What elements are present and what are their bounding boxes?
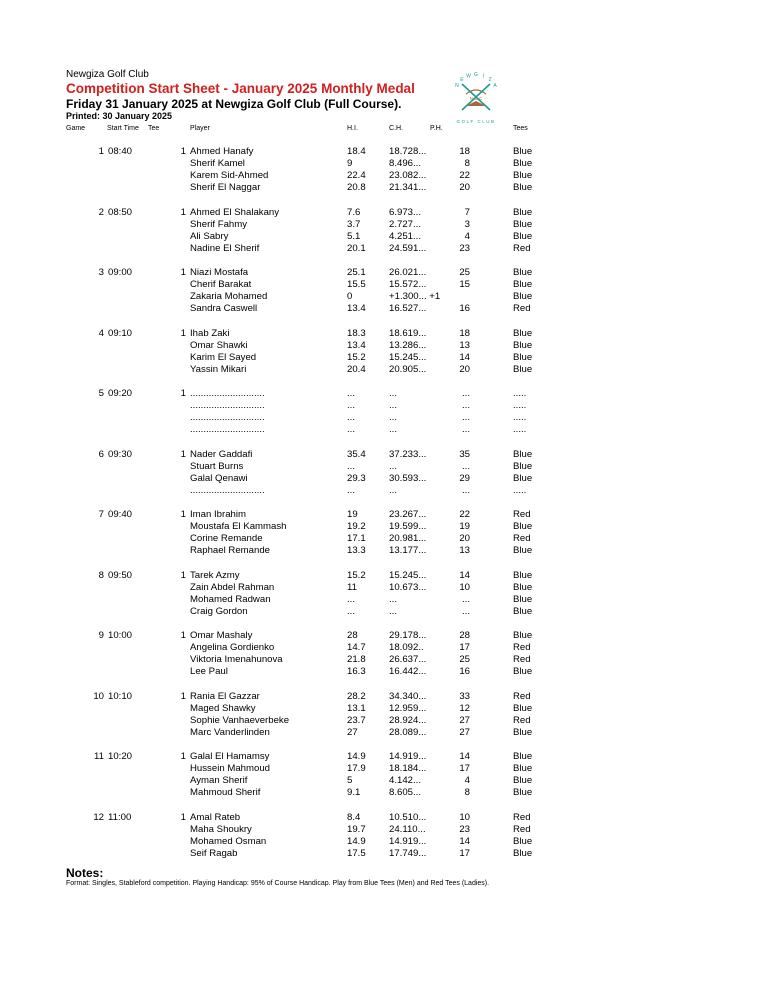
playing-handicap: ...	[462, 412, 470, 423]
course-handicap: 4.142...	[389, 775, 422, 786]
start-time: 10:00	[108, 630, 133, 641]
tee-colour: Red	[513, 714, 531, 726]
handicap-index: 9.1	[347, 787, 361, 798]
game-number: 7	[98, 509, 104, 520]
course-handicap: 10.673...	[389, 581, 427, 593]
handicap-index: 17.5	[347, 847, 366, 859]
tee-colour: Blue	[513, 472, 533, 484]
player-name: Hussein Mahmoud	[190, 763, 270, 774]
handicap-index: ...	[347, 484, 355, 496]
player-name: Maged Shawky	[190, 702, 256, 714]
course-handicap: 28.089...	[389, 726, 427, 738]
logo-letter: G	[474, 72, 478, 78]
col-header-tee: Tee	[148, 125, 160, 132]
player-name: Amal Rateb	[190, 811, 241, 823]
handicap-index: ...	[347, 400, 355, 411]
tee-number: 1	[180, 811, 186, 823]
tee-colour: Red	[513, 823, 531, 835]
player-name: Sophie Vanhaeverbeke	[190, 714, 290, 726]
player-name: Ihab Zaki	[190, 327, 230, 339]
course-handicap: 28.924...	[389, 714, 427, 726]
game-number: 11	[94, 751, 104, 762]
playing-handicap: 25	[459, 267, 470, 278]
player-name: Lee Paul	[190, 666, 228, 677]
playing-handicap: 3	[464, 218, 470, 230]
tee-colour: Blue	[513, 521, 533, 532]
player-name: Maha Shoukry	[190, 823, 252, 835]
col-header-start-time: Start Time	[107, 125, 139, 132]
player-name: Ahmed El Shalakany	[190, 206, 280, 218]
start-time: 08:50	[108, 206, 133, 218]
tee-number: 1	[180, 267, 186, 278]
player-name: Zain Abdel Rahman	[190, 581, 275, 593]
logo-inner-text: N G C	[469, 96, 483, 101]
player-name: Raphael Remande	[190, 545, 271, 556]
course-handicap: 18.619...	[389, 327, 427, 339]
logo-letter: A	[493, 83, 497, 89]
player-name: Nadine El Sherif	[190, 242, 260, 254]
tee-number: 1	[180, 751, 186, 762]
tee-colour: Blue	[513, 460, 533, 472]
game-number: 3	[98, 267, 104, 278]
handicap-index: 25.1	[347, 267, 366, 278]
handicap-index: ...	[347, 424, 355, 435]
printed-date: Printed: 30 January 2025	[66, 111, 173, 121]
tee-number: 1	[180, 569, 186, 581]
tee-colour: Blue	[513, 206, 533, 218]
tee-number: 1	[180, 690, 186, 702]
playing-handicap: 25	[459, 654, 470, 665]
playing-handicap: 16	[459, 303, 470, 314]
game-number: 12	[93, 811, 104, 823]
start-time: 09:50	[108, 569, 133, 581]
playing-handicap: 16	[459, 666, 470, 677]
tee-colour: Blue	[513, 230, 533, 242]
course-handicap: ...	[389, 593, 397, 605]
start-time: 09:00	[108, 267, 133, 278]
handicap-index: 13.3	[347, 545, 366, 556]
handicap-index: 13.1	[347, 702, 366, 714]
playing-handicap: 22	[459, 509, 470, 520]
handicap-index: 22.4	[347, 170, 366, 181]
course-handicap: 4.251...	[389, 230, 422, 242]
player-name: Rania El Gazzar	[190, 690, 260, 702]
player-name: ............................	[190, 424, 265, 435]
player-name: Omar Shawki	[190, 339, 248, 351]
course-handicap: 8.605...	[389, 787, 422, 798]
tee-colour: Blue	[513, 751, 533, 762]
handicap-index: ...	[347, 460, 355, 472]
notes-heading: Notes:	[66, 866, 104, 880]
player-name: Galal Qenawi	[190, 472, 248, 484]
tee-colour: Blue	[513, 339, 533, 351]
player-name: Karim El Sayed	[190, 351, 257, 363]
game-number: 1	[98, 146, 104, 157]
handicap-index: 27	[347, 726, 358, 738]
playing-handicap: 14	[459, 351, 470, 363]
col-header-hi: H.I.	[347, 125, 358, 132]
tee-colour: Blue	[513, 182, 533, 193]
handicap-index: 17.9	[347, 763, 366, 774]
tee-number: 1	[180, 146, 186, 157]
start-time: 10:20	[108, 751, 133, 762]
playing-handicap: ...	[462, 460, 470, 472]
course-handicap: ...	[389, 484, 397, 496]
logo-bottom-text: GOLF CLUB	[456, 119, 496, 124]
start-time: 08:40	[108, 146, 133, 157]
playing-handicap: 29	[459, 472, 470, 484]
game-number: 10	[93, 690, 104, 702]
start-time: 09:30	[108, 448, 133, 460]
start-time: 09:20	[108, 388, 133, 399]
logo-letter: E	[460, 77, 464, 84]
course-handicap: 15.572...	[389, 279, 427, 290]
logo-letter: I	[482, 73, 485, 80]
handicap-index: 14.9	[347, 835, 366, 847]
tee-colour: Blue	[513, 279, 533, 290]
player-name: Viktoria Imenahunova	[190, 654, 283, 665]
playing-handicap: ...	[462, 484, 470, 496]
tee-number: 1	[180, 448, 186, 460]
tee-colour: Red	[513, 811, 531, 823]
playing-handicap: 8	[464, 787, 470, 798]
sheet-subtitle: Friday 31 January 2025 at Newgiza Golf Club (Full Course).	[66, 97, 402, 111]
course-handicap: 18.092..	[389, 642, 424, 653]
player-name: Galal El Hamamsy	[190, 751, 270, 762]
club-name: Newgiza Golf Club	[66, 69, 149, 80]
tee-colour: Red	[513, 303, 531, 314]
handicap-index: 5.1	[347, 230, 361, 242]
tee-colour: Blue	[513, 835, 533, 847]
handicap-index: 15.5	[347, 279, 366, 290]
tee-colour: Blue	[513, 146, 533, 157]
player-name: Corine Remande	[190, 533, 263, 544]
playing-handicap: 4	[464, 230, 470, 242]
tee-colour: Red	[513, 533, 531, 544]
player-name: Sherif Fahmy	[190, 218, 248, 230]
playing-handicap: ...	[462, 400, 470, 411]
course-handicap: 20.981...	[389, 533, 427, 544]
tee-colour: Blue	[513, 593, 533, 605]
playing-handicap: 20	[459, 533, 470, 544]
playing-handicap: ...	[462, 388, 470, 399]
course-handicap: ...	[389, 400, 397, 411]
game-number: 5	[98, 388, 104, 399]
handicap-index: ...	[347, 388, 355, 399]
playing-handicap: 15	[459, 279, 470, 290]
course-handicap: 18.184...	[389, 763, 427, 774]
tee-number: 1	[180, 388, 186, 399]
handicap-index: 29.3	[347, 472, 366, 484]
playing-handicap: ...	[462, 593, 470, 605]
handicap-index: 14.7	[347, 642, 366, 653]
playing-handicap: 18	[459, 146, 470, 157]
course-handicap: 24.591...	[389, 242, 427, 254]
playing-handicap: 23	[459, 823, 470, 835]
player-name: Seif Ragab	[190, 847, 238, 859]
col-header-game: Game	[66, 125, 86, 132]
tee-colour: Blue	[513, 605, 533, 617]
player-name: Mohamed Radwan	[190, 593, 271, 605]
handicap-index: 19.2	[347, 521, 366, 532]
player-name: Yassin Mikari	[190, 363, 247, 375]
course-handicap: 12.959...	[389, 702, 427, 714]
tee-colour: Blue	[513, 291, 533, 302]
playing-handicap: 13	[459, 339, 470, 351]
tee-colour: Blue	[513, 702, 533, 714]
course-handicap: ...	[389, 412, 397, 423]
player-name: Karem Sid-Ahmed	[190, 170, 269, 181]
playing-handicap: 22	[459, 170, 470, 181]
course-handicap: 16.442...	[389, 666, 427, 677]
playing-handicap: 19	[459, 521, 470, 532]
handicap-index: 15.2	[347, 569, 366, 581]
course-handicap: 30.593...	[389, 472, 427, 484]
handicap-index: 19	[347, 509, 358, 520]
tee-colour: Blue	[513, 763, 533, 774]
playing-handicap: 18	[459, 327, 470, 339]
club-logo	[436, 68, 516, 130]
course-handicap: +1.300... +1	[389, 291, 441, 302]
course-handicap: ...	[389, 605, 397, 617]
course-handicap: ...	[389, 460, 397, 472]
course-handicap: ...	[389, 424, 397, 435]
course-handicap: 23.267...	[389, 509, 427, 520]
handicap-index: 18.3	[347, 327, 366, 339]
start-time: 10:10	[108, 690, 133, 702]
player-name: Ahmed Hanafy	[190, 146, 254, 157]
game-number: 6	[98, 448, 104, 460]
start-time: 09:10	[108, 327, 133, 339]
tee-number: 1	[180, 509, 186, 520]
player-name: ............................	[190, 388, 265, 399]
notes-text: Format: Singles, Stableford competition. Playing Handicap: 95% of Course Handicap. Play from Blue Tees (Men) and Red Tees (Ladies).	[66, 880, 490, 887]
player-name: Craig Gordon	[190, 605, 248, 617]
player-name: Moustafa El Kammash	[190, 521, 287, 532]
player-name: Niazi Mostafa	[190, 267, 249, 278]
player-name: Nader Gaddafi	[190, 448, 253, 460]
tee-colour: Red	[513, 509, 531, 520]
playing-handicap: 20	[459, 363, 470, 375]
playing-handicap: 12	[459, 702, 470, 714]
handicap-index: 21.8	[347, 654, 366, 665]
handicap-index: 7.6	[347, 206, 361, 218]
playing-handicap: 7	[464, 206, 470, 218]
handicap-index: ...	[347, 593, 355, 605]
player-name: Iman Ibrahim	[190, 509, 246, 520]
playing-handicap: 4	[464, 775, 470, 786]
handicap-index: 20.1	[347, 242, 366, 254]
course-handicap: 10.510...	[389, 811, 427, 823]
start-time: 11:00	[108, 811, 132, 823]
handicap-index: 28.2	[347, 690, 366, 702]
course-handicap: 6.973...	[389, 206, 422, 218]
handicap-index: 5	[347, 775, 353, 786]
course-handicap: 17.749...	[389, 847, 427, 859]
player-name: Omar Mashaly	[190, 630, 253, 641]
playing-handicap: ...	[462, 605, 470, 617]
handicap-index: 3.7	[347, 218, 361, 230]
handicap-index: 0	[347, 291, 353, 302]
player-name: Mohamed Osman	[190, 835, 267, 847]
game-number: 9	[98, 630, 104, 641]
game-number: 2	[98, 206, 104, 218]
playing-handicap: 14	[459, 835, 470, 847]
player-name: Ali Sabry	[190, 230, 229, 242]
col-header-player: Player	[190, 125, 210, 132]
player-name: Tarek Azmy	[190, 569, 240, 581]
game-number: 4	[98, 327, 104, 339]
tee-colour: Blue	[513, 581, 533, 593]
playing-handicap: 27	[459, 714, 470, 726]
course-handicap: 15.245...	[389, 569, 427, 581]
handicap-index: 13.4	[347, 339, 366, 351]
playing-handicap: 28	[459, 630, 470, 641]
handicap-index: ...	[347, 412, 355, 423]
handicap-index: 13.4	[347, 303, 366, 314]
playing-handicap: 10	[459, 581, 470, 593]
tee-colour: Red	[513, 654, 531, 665]
tee-colour: Blue	[513, 158, 533, 169]
course-handicap: 16.527...	[389, 303, 427, 314]
tee-colour: Red	[513, 642, 531, 653]
handicap-index: 17.1	[347, 533, 366, 544]
handicap-index: 35.4	[347, 448, 366, 460]
tee-colour: Blue	[513, 545, 533, 556]
playing-handicap: ...	[462, 424, 470, 435]
playing-handicap: 23	[459, 242, 470, 254]
player-name: ............................	[190, 484, 265, 496]
tee-colour: Blue	[513, 327, 533, 339]
course-handicap: 23.082...	[389, 170, 427, 181]
tee-colour: Blue	[513, 170, 533, 181]
course-handicap: 15.245...	[389, 351, 427, 363]
handicap-index: 18.4	[347, 146, 366, 157]
col-header-ch: C.H.	[389, 125, 403, 132]
course-handicap: 26.637...	[389, 654, 427, 665]
handicap-index: 15.2	[347, 351, 366, 363]
course-handicap: ...	[389, 388, 397, 399]
player-name: ............................	[190, 400, 265, 411]
player-name: Cherif Barakat	[190, 279, 252, 290]
tee-colour: Blue	[513, 630, 533, 641]
course-handicap: 26.021...	[389, 267, 427, 278]
player-name: Sandra Caswell	[190, 303, 258, 314]
course-handicap: 29.178...	[389, 630, 427, 641]
playing-handicap: 8	[464, 158, 470, 169]
handicap-index: 9	[347, 158, 353, 169]
playing-handicap: 14	[459, 751, 470, 762]
tee-colour: Blue	[513, 666, 533, 677]
handicap-index: 19.7	[347, 823, 366, 835]
col-header-tees: Tees	[513, 125, 528, 132]
tee-colour: Blue	[513, 847, 533, 859]
tee-colour: Blue	[513, 363, 533, 375]
tee-colour: .....	[513, 424, 527, 435]
playing-handicap: 20	[459, 182, 470, 193]
tee-colour: Blue	[513, 726, 533, 738]
tee-colour: .....	[513, 412, 527, 423]
playing-handicap: 27	[459, 726, 470, 738]
playing-handicap: 10	[459, 811, 470, 823]
player-name: Marc Vanderlinden	[190, 726, 270, 738]
playing-handicap: 17	[459, 642, 470, 653]
course-handicap: 14.919...	[389, 835, 427, 847]
playing-handicap: 14	[459, 569, 470, 581]
player-name: Zakaria Mohamed	[190, 291, 268, 302]
handicap-index: 20.8	[347, 182, 366, 193]
player-name: Ayman Sherif	[190, 775, 248, 786]
handicap-index: 14.9	[347, 751, 366, 762]
tee-colour: Blue	[513, 775, 533, 786]
tee-number: 1	[180, 206, 186, 218]
logo-letter: N	[455, 83, 459, 89]
playing-handicap: 35	[459, 448, 470, 460]
course-handicap: 18.728...	[389, 146, 427, 157]
course-handicap: 19.599...	[389, 521, 427, 532]
tee-colour: .....	[513, 388, 527, 399]
playing-handicap: 13	[459, 545, 470, 556]
tee-colour: Red	[513, 690, 531, 702]
tee-number: 1	[180, 630, 186, 641]
handicap-index: 11	[347, 581, 357, 593]
course-handicap: 24.110...	[389, 823, 426, 835]
handicap-index: 23.7	[347, 714, 366, 726]
sheet-title: Competition Start Sheet - January 2025 Monthly Medal	[66, 81, 415, 96]
course-handicap: 13.286...	[389, 339, 427, 351]
player-name: Sherif Kamel	[190, 158, 245, 169]
tee-colour: Blue	[513, 267, 533, 278]
logo-letter: Z	[488, 77, 492, 84]
tee-colour: Blue	[513, 787, 533, 798]
playing-handicap: 33	[459, 690, 470, 702]
tee-colour: Blue	[513, 569, 533, 581]
handicap-index: 20.4	[347, 363, 366, 375]
course-handicap: 37.233...	[389, 448, 427, 460]
playing-handicap: 17	[459, 847, 470, 859]
col-header-ph: P.H.	[430, 125, 443, 132]
tee-colour: Blue	[513, 218, 533, 230]
tee-colour: Blue	[513, 351, 533, 363]
course-handicap: 34.340...	[389, 690, 427, 702]
player-name: Mahmoud Sherif	[190, 787, 261, 798]
course-handicap: 8.496...	[389, 158, 422, 169]
handicap-index: 28	[347, 630, 358, 641]
tee-colour: .....	[513, 400, 527, 411]
game-number: 8	[98, 569, 104, 581]
handicap-index: 8.4	[347, 811, 361, 823]
course-handicap: 2.727...	[389, 218, 422, 230]
course-handicap: 14.919...	[389, 751, 427, 762]
player-name: Sherif El Naggar	[190, 182, 261, 193]
start-time: 09:40	[108, 509, 133, 520]
player-name: Stuart Burns	[190, 460, 244, 472]
course-handicap: 20.905...	[389, 363, 427, 375]
handicap-index: 16.3	[347, 666, 366, 677]
handicap-index: ...	[347, 605, 355, 617]
tee-colour: Red	[513, 242, 531, 254]
logo-letter: W	[466, 73, 471, 80]
course-handicap: 13.177...	[389, 545, 427, 556]
course-handicap: 21.341...	[389, 182, 427, 193]
player-name: Angelina Gordienko	[190, 642, 275, 653]
tee-number: 1	[180, 327, 186, 339]
tee-colour: .....	[513, 484, 527, 496]
player-name: ............................	[190, 412, 265, 423]
tee-colour: Blue	[513, 448, 533, 460]
playing-handicap: 17	[459, 763, 470, 774]
